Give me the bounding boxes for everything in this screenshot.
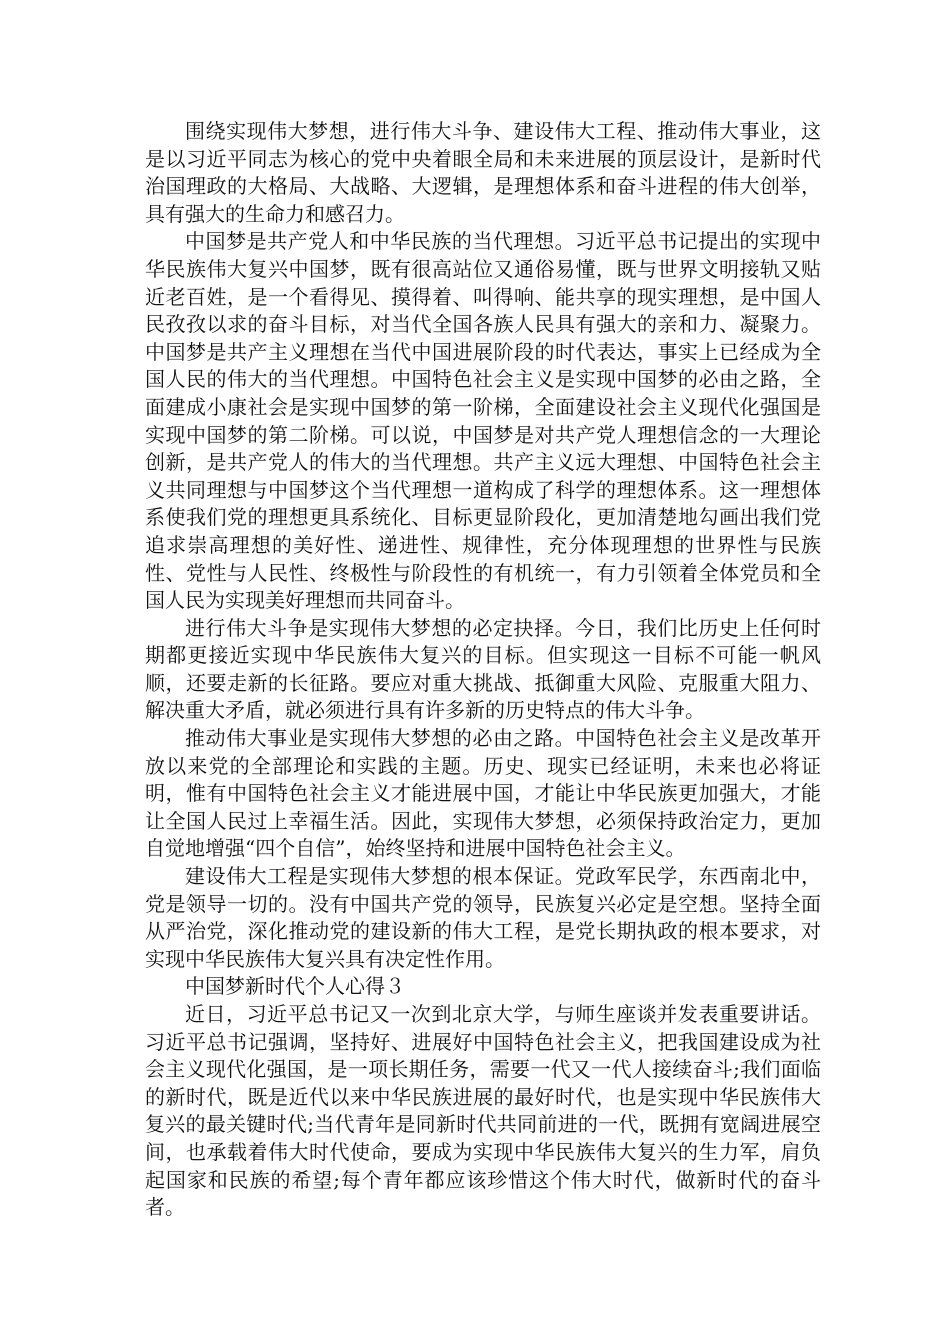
paragraph-6: 近日，习近平总书记又一次到北京大学，与师生座谈并发表重要讲话。习近平总书记强调，坚持好、进展好中国特色社会主义，把我国建设成为社会主义现代化强国，是一项长期任务，需要一代又一代人接续奋斗;我们面临的新时代，既是近代以来中华民族进展的最好时代，也是实现中华民族伟大复兴的最关键时代;当代青年是同新时代共同前进的一代，既拥有宽阔进展空间，也承载着伟大时代使命，要成为实现中华民族伟大复兴的生力军，肩负起国家和民族的希望;每个青年都应该珍惜这个伟大时代，做新时代的奋斗者。 — [145, 1002, 821, 1220]
paragraph-4: 推动伟大事业是实现伟大梦想的必由之路。中国特色社会主义是改革开放以来党的全部理论和实践的主题。历史、现实已经证明，未来也必将证明，惟有中国特色社会主义才能进展中国，才能让中华民族更加强大，才能让全国人民过上幸福生活。因此，实现伟大梦想，必须保持政治定力，更加自觉地增强“四个自信”，始终坚持和进展中国特色社会主义。 — [145, 726, 821, 861]
document-body — [145, 118, 821, 1222]
paragraph-2: 中国梦是共产党人和中华民族的当代理想。习近平总书记提出的实现中华民族伟大复兴中国梦，既有很高站位又通俗易懂，既与世界文明接轨又贴近老百姓，是一个看得见、摸得着、叫得响、能共享的现实理想，是中国人民孜孜以求的奋斗目标，对当代全国各族人民具有强大的亲和力、凝聚力。中国梦是共产主义理想在当代中国进展阶段的时代表达，事实上已经成为全国人民的伟大的当代理想。中国特色社会主义是实现中国梦的必由之路，全面建成小康社会是实现中国梦的第一阶梯，全面建设社会主义现代化强国是实现中国梦的第二阶梯。可以说，中国梦是对共产党人理想信念的一大理论创新，是共产党人的伟大的当代理想。共产主义远大理想、中国特色社会主义共同理想与中国梦这个当代理想一道构成了科学的理想体系。这一理想体系使我们党的理想更具系统化、目标更显阶段化，更加清楚地勾画出我们党追求崇高理想的美好性、递进性、规律性，充分体现理想的世界性与民族性、党性与人民性、终极性与阶段性的有机统一，有力引领着全体党员和全国人民为实现美好理想而共同奋斗。 — [145, 229, 821, 613]
section-heading: 中国梦新时代个人心得３ — [185, 974, 405, 999]
paragraph-3: 进行伟大斗争是实现伟大梦想的必定抉择。今日，我们比历史上任何时期都更接近实现中华民族伟大复兴的目标。但实现这一目标不可能一帆风顺，还要走新的长征路。要应对重大挑战、抵御重大风险、克服重大阻力、解决重大矛盾，就必须进行具有许多新的历史特点的伟大斗争。 — [145, 615, 821, 723]
paragraph-5: 建设伟大工程是实现伟大梦想的根本保证。党政军民学，东西南北中，党是领导一切的。没有中国共产党的领导，民族复兴必定是空想。坚持全面从严治党，深化推动党的建设新的伟大工程，是党长期执政的根本要求，对实现中华民族伟大复兴具有决定性作用。 — [145, 864, 821, 971]
paragraph-1: 围绕实现伟大梦想，进行伟大斗争、建设伟大工程、推动伟大事业，这是以习近平同志为核心的党中央着眼全局和未来进展的顶层设计，是新时代治国理政的大格局、大战略、大逻辑，是理想体系和奋斗进程的伟大创举，具有强大的生命力和感召力。 — [145, 119, 821, 226]
